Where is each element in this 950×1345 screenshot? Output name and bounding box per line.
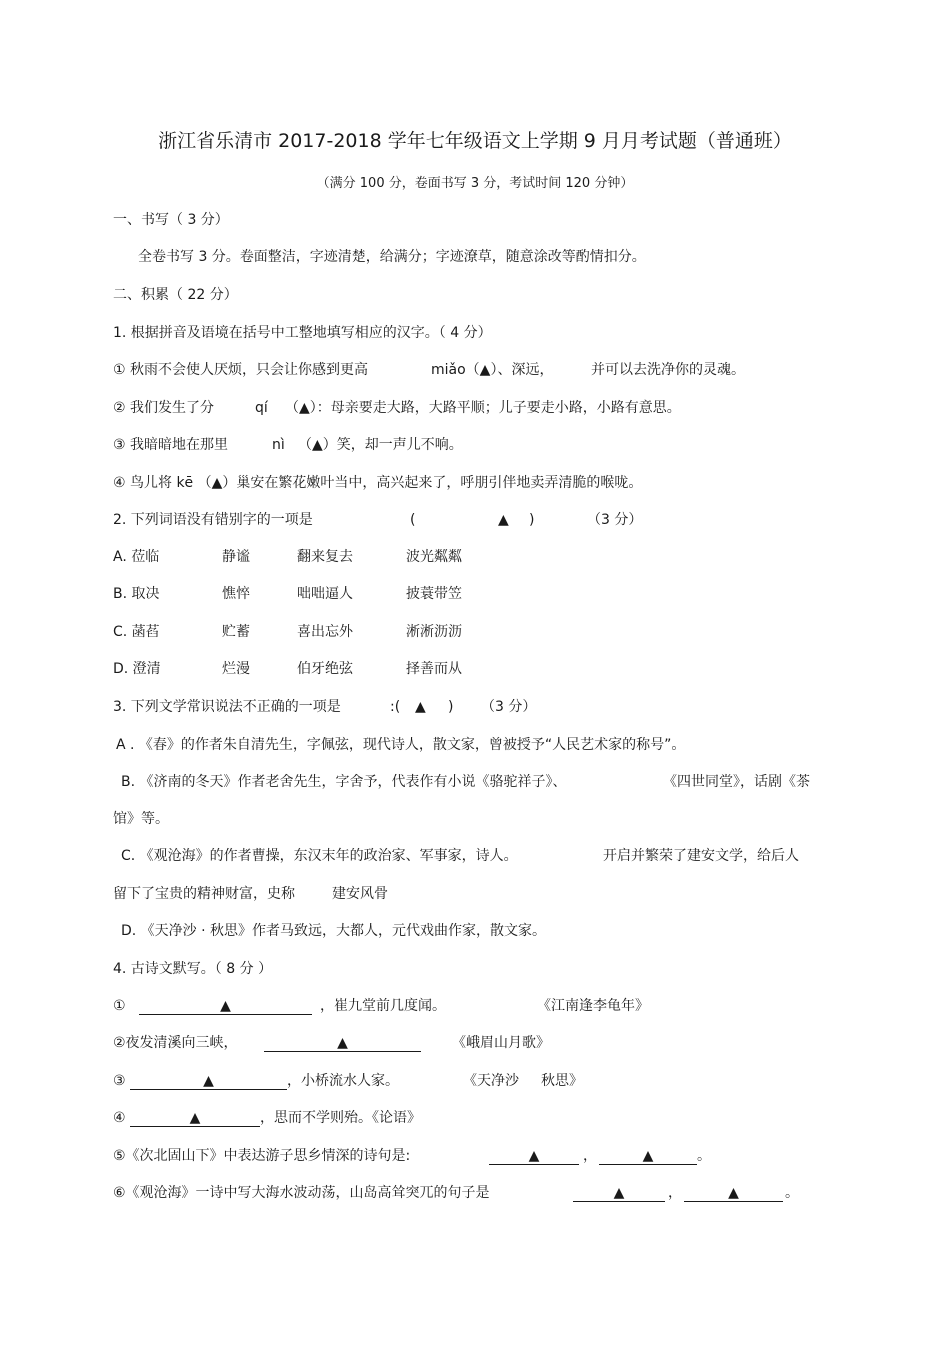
q3-option-a: A . 《春》的作者朱自清先生，字佩弦，现代诗人，散文家，曾被授予“人民艺术家的称号”。 bbox=[116, 737, 686, 753]
q2-option-d-3: 伯牙绝弦 bbox=[297, 661, 353, 677]
q1-item-2-pinyin: qí bbox=[255, 400, 268, 416]
q1-item-4: ④ 鸟儿将 kē （▲）巢安在繁花嫩叶当中，高兴起来了，呼朋引伴地卖弄清脆的喉咙。 bbox=[113, 475, 643, 491]
q1-item-1-pinyin: miǎo（▲）、深远， bbox=[431, 362, 554, 378]
q4-line-2-source: 《峨眉山月歌》 bbox=[452, 1035, 550, 1051]
q4-line-1-source: 《江南逢李龟年》 bbox=[537, 998, 649, 1014]
q2-option-b-1: B. 取决 bbox=[113, 586, 160, 602]
q2-answer-mark: ▲ bbox=[498, 512, 509, 528]
q4-line-3-source-2: 秋思》 bbox=[541, 1073, 583, 1089]
q1-item-1-text: ① 秋雨不会使人厌烦，只会让你感到更高 bbox=[113, 362, 368, 378]
q2-option-d-1: D. 澄清 bbox=[113, 661, 161, 677]
q1-item-3-text: ③ 我暗暗地在那里 bbox=[113, 437, 229, 453]
writing-rule: 全卷书写 3 分。卷面整洁，字迹清楚，给满分；字迹潦草，随意涂改等酌情扣分。 bbox=[138, 249, 646, 265]
q3-option-c-text: C. 《观沧海》的作者曹操，东汉末年的政治家、军事家，诗人。 bbox=[121, 848, 518, 864]
q4-line-5-blank-2[interactable]: ▲ bbox=[599, 1147, 697, 1165]
q1-item-3-pinyin: nì bbox=[272, 437, 285, 453]
q1-item-1-tail: 并可以去洗净你的灵魂。 bbox=[591, 362, 745, 378]
q3-option-c-term: 建安风骨 bbox=[332, 886, 388, 902]
q2-option-a-2: 静谧 bbox=[222, 549, 250, 565]
q1-item-2-text: ② 我们发生了分 bbox=[113, 400, 215, 416]
q4-line-6-blank-1[interactable]: ▲ bbox=[573, 1184, 665, 1202]
q3-option-b-text: B. 《济南的冬天》作者老舍先生，字舍予，代表作有小说《骆驼祥子》、 bbox=[121, 774, 567, 790]
q4-line-3-text: ，小桥流水人家。 bbox=[287, 1073, 399, 1089]
q2-option-a-1: A. 莅临 bbox=[113, 549, 160, 565]
q2-score: （3 分） bbox=[587, 512, 643, 528]
q3-option-b-tail: 《四世同堂》，话剧《茶 bbox=[663, 774, 810, 790]
section-heading-accumulation: 二、积累（ 22 分） bbox=[113, 287, 238, 303]
q3-stem-text: 3. 下列文学常识说法不正确的一项是 bbox=[113, 699, 341, 715]
q1-stem: 1. 根据拼音及语境在括号中工整地填写相应的汉字。（ 4 分） bbox=[113, 325, 492, 341]
score-info: （满分 100 分，卷面书写 3 分，考试时间 120 分钟） bbox=[316, 176, 634, 191]
q4-line-4-blank[interactable]: ▲ bbox=[130, 1109, 260, 1127]
q2-open-paren: ( bbox=[410, 512, 416, 528]
q3-answer-mark: ▲ bbox=[415, 699, 426, 715]
q4-line-5-blank-1[interactable]: ▲ bbox=[489, 1147, 579, 1165]
q2-option-b-4: 披蓑带笠 bbox=[406, 586, 462, 602]
q2-option-b-2: 憔悴 bbox=[222, 586, 250, 602]
q3-close-paren: ) bbox=[448, 699, 454, 715]
q3-option-c-tail: 开启并繁荣了建安文学，给后人 bbox=[603, 848, 799, 864]
q4-line-1-blank[interactable]: ▲ bbox=[139, 997, 312, 1015]
q4-line-2-text: ②夜发清溪向三峡， bbox=[113, 1035, 238, 1051]
q4-line-3-source: 《天净沙 bbox=[463, 1073, 519, 1089]
q4-line-4-text: ，思而不学则殆。《论语》 bbox=[260, 1110, 421, 1126]
page-title: 浙江省乐清市 2017-2018 学年七年级语文上学期 9 月月考试题（普通班） bbox=[158, 130, 792, 152]
q3-score: （3 分） bbox=[481, 699, 537, 715]
q2-close-paren: ) bbox=[529, 512, 535, 528]
q4-line-5-comma: ， bbox=[583, 1148, 597, 1164]
q2-option-c-1: C. 菡萏 bbox=[113, 624, 160, 640]
q2-option-a-3: 翻来复去 bbox=[297, 549, 353, 565]
q4-line-6-text: ⑥《观沧海》一诗中写大海水波动荡，山岛高耸突兀的句子是 bbox=[113, 1185, 490, 1201]
q4-line-2-blank[interactable]: ▲ bbox=[264, 1034, 421, 1052]
q4-line-5-text: ⑤《次北固山下》中表达游子思乡情深的诗句是: bbox=[113, 1148, 411, 1164]
q1-item-2-tail: （▲）：母亲要走大路，大路平顺；儿子要走小路，小路有意思。 bbox=[285, 400, 681, 416]
q3-open-paren: :( bbox=[390, 699, 401, 715]
q3-option-d: D. 《天净沙 · 秋思》作者马致远，大都人，元代戏曲作家，散文家。 bbox=[121, 923, 547, 939]
q4-stem: 4. 古诗文默写。（ 8 分 ） bbox=[113, 961, 273, 977]
q4-line-3-blank[interactable]: ▲ bbox=[130, 1072, 287, 1090]
q4-line-5-period: 。 bbox=[697, 1148, 711, 1164]
q4-line-1-text: ，崔九堂前几度闻。 bbox=[320, 998, 446, 1014]
q4-line-6-period: 。 bbox=[785, 1185, 799, 1201]
q3-option-b-cont: 馆》等。 bbox=[113, 811, 169, 827]
q3-option-c-cont-text: 留下了宝贵的精神财富，史称 bbox=[113, 886, 295, 902]
q4-line-1-num: ① bbox=[113, 998, 126, 1014]
q1-item-3-tail: （▲）笑，却一声儿不响。 bbox=[298, 437, 463, 453]
q2-option-a-4: 波光粼粼 bbox=[406, 549, 462, 565]
q4-line-6-comma: ， bbox=[668, 1185, 682, 1201]
q2-stem-text: 2. 下列词语没有错别字的一项是 bbox=[113, 512, 313, 528]
q4-line-6-blank-2[interactable]: ▲ bbox=[684, 1184, 783, 1202]
q2-option-c-2: 贮蓄 bbox=[222, 624, 250, 640]
q2-option-c-3: 喜出忘外 bbox=[297, 624, 353, 640]
q2-option-c-4: 淅淅沥沥 bbox=[406, 624, 462, 640]
section-heading-writing: 一、书写（ 3 分） bbox=[113, 212, 229, 228]
q4-line-4-num: ④ bbox=[113, 1110, 126, 1126]
q2-option-b-3: 咄咄逼人 bbox=[297, 586, 353, 602]
q2-option-d-4: 择善而从 bbox=[406, 661, 462, 677]
q4-line-3-num: ③ bbox=[113, 1073, 126, 1089]
q2-option-d-2: 烂漫 bbox=[222, 661, 250, 677]
